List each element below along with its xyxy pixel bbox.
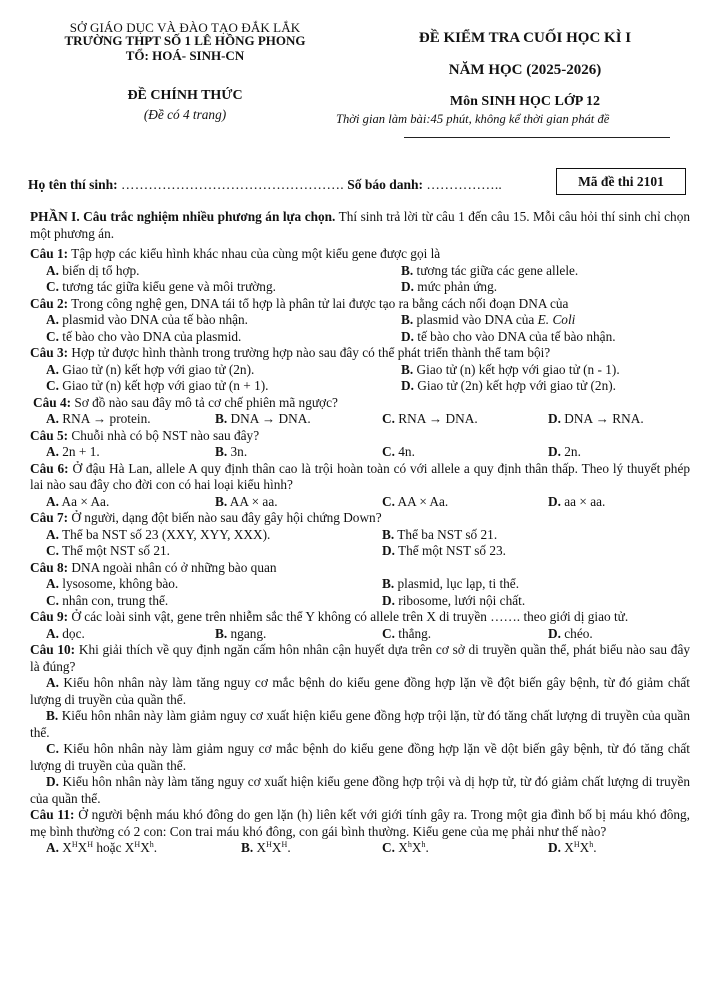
exam-header <box>340 28 710 111</box>
option-d[interactable]: D. Kiểu hôn nhân này làm tăng nguy cơ xuất hiện kiểu gene đồng hợp trội và dị hợp tử, từ đó giảm chất lượng di truyền của quần thể. <box>30 774 691 806</box>
header-divider <box>404 137 670 138</box>
option-a[interactable]: A. 2n + 1. <box>46 444 100 459</box>
option-b[interactable]: B. AA × aa. <box>215 493 278 509</box>
question-number: Câu 6: <box>30 460 69 476</box>
option-c[interactable]: C. nhân con, trung thể. <box>46 592 169 608</box>
option-b[interactable]: B. Kiểu hôn nhân này làm giảm nguy cơ xuất hiện kiểu gene đồng hợp trội lặn, từ đó tăng chất lượng di truyền của quần thể. <box>30 708 690 740</box>
question-number: Câu 7: <box>30 510 69 525</box>
option-b[interactable]: B. plasmid, lục lạp, ti thể. <box>382 576 520 591</box>
student-info-line <box>28 177 502 194</box>
option-c[interactable]: C. Giao tử (n) kết hợp với giao tử (n + 1). <box>46 378 269 393</box>
option-c[interactable]: C. RNA → DNA. <box>382 411 478 426</box>
option-a[interactable]: A. Aa × Aa. <box>46 493 110 509</box>
id-field[interactable]: …………….. <box>426 177 503 192</box>
question-text: Trong công nghệ gen, DNA tái tổ hợp là phân tử lai được tạo ra bằng cách nối đoạn DNA của <box>68 295 569 311</box>
option-c[interactable]: C. thẳng. <box>382 625 432 641</box>
question-11 <box>30 807 690 857</box>
question-text: Hợp tử được hình thành trong trường hợp nào sau đây có thể phát triển thành thể tam bội? <box>68 345 551 360</box>
question-4 <box>30 395 690 428</box>
official-label: ĐỀ CHÍNH THỨC <box>127 88 243 103</box>
subject-name: Môn SINH HỌC LỚP 12 <box>449 94 601 109</box>
school-name: TRƯỜNG THPT SỐ 1 LÊ HỒNG PHONG <box>64 33 306 48</box>
question-7 <box>30 510 690 560</box>
option-c[interactable]: C. 4n. <box>382 444 415 459</box>
option-a[interactable]: A. dọc. <box>46 625 85 641</box>
option-d[interactable]: D. Thể một NST số 23. <box>382 543 507 558</box>
option-c[interactable]: C. tương tác giữa kiểu gene và môi trường. <box>46 279 276 294</box>
option-c[interactable]: C. tế bào cho vào DNA của plasmid. <box>46 328 242 344</box>
option-b[interactable]: B. Thể ba NST số 21. <box>382 526 498 542</box>
department-name: SỞ GIÁO DỤC VÀ ĐÀO TẠO ĐẮK LẮK <box>69 20 301 35</box>
question-number: Câu 3: <box>30 345 69 360</box>
option-a[interactable]: A. Giao tử (n) kết hợp với giao tử (2n). <box>46 361 255 377</box>
option-c[interactable]: C. AA × Aa. <box>382 493 449 509</box>
question-number: Câu 8: <box>30 559 69 575</box>
option-c[interactable]: C. $X^hX^h$. <box>382 840 429 855</box>
option-a[interactable]: A. lysosome, không bào. <box>46 576 179 591</box>
question-text: Tập hợp các kiểu hình khác nhau của cùng một kiểu gene được gọi là <box>68 246 441 261</box>
question-text: DNA ngoài nhân có ở những bào quan <box>68 559 277 575</box>
option-c[interactable]: C. Kiểu hôn nhân này làm giảm nguy cơ mắc bệnh do kiểu gene đồng hợp lặn về dột biến gây bệnh, từ đó tăng chất lượng di truyền của quần thể. <box>30 741 690 773</box>
question-10 <box>30 642 690 807</box>
option-b[interactable]: B. plasmid vào DNA của E. Coli <box>401 312 576 327</box>
exam-code-box: Mã đề thi 2101 <box>556 168 686 195</box>
question-text: Ở các loài sinh vật, gene trên nhiễm sắc thể Y không có allele trên X di truyền ……. theo giới dị giao tử. <box>68 609 629 624</box>
question-1 <box>30 246 690 296</box>
school-year: NĂM HỌC (2025-2026) <box>448 62 602 78</box>
question-number: Câu 2: <box>30 295 69 311</box>
option-a[interactable]: A. $X^HX^H$ hoặc $X^HX^h$. <box>46 840 158 855</box>
question-9 <box>30 609 690 642</box>
part-one-intro <box>30 209 690 242</box>
question-number: Câu 5: <box>30 427 69 443</box>
option-a[interactable]: A. Kiểu hôn nhân này làm tăng nguy cơ mắc bệnh do kiểu gene đồng hợp lặn về đột biến gây bệnh, từ đó giảm chất lượng di truyền của quần thể. <box>30 675 690 707</box>
option-b[interactable]: B. ngang. <box>215 625 267 641</box>
question-number: Câu 1: <box>30 246 69 261</box>
question-text: Ở người bệnh máu khó đông do gen lặn (h) liên kết với giới tính gây ra. Trong một gia đình bố bị máu khó đông, mẹ bình thường có 2 con: Con trai máu khó đông, con gái bình thường. Kiểu gene của mẹ phải như thế nào? <box>30 807 690 839</box>
exam-title: ĐỀ KIỂM TRA CUỐI HỌC KÌ I <box>418 30 632 46</box>
question-text: Khi giải thích về quy định ngăn cấm hôn nhân cận huyết dựa trên cơ sở di truyền quần thể, phát biểu nào sau đây là đúng? <box>30 642 690 674</box>
option-d[interactable]: D. tế bào cho vào DNA của tế bào nhận. <box>401 328 616 344</box>
question-number: Câu 10: <box>30 642 76 657</box>
option-d[interactable]: D. $X^HX^h$. <box>548 840 597 855</box>
question-text: Ở người, dạng đột biến nào sau đây gây hội chứng Down? <box>68 510 382 525</box>
part-one-instruction: Thí sinh trả lời từ câu 1 đến câu 15. Mỗi câu hỏi thí sinh chỉ chọn một phương án. <box>30 209 690 241</box>
question-text: Chuỗi nhà có bộ NST nào sau đây? <box>68 427 260 443</box>
question-text: Sơ đồ nào sau đây mô tả cơ chế phiên mã ngược? <box>71 394 338 410</box>
name-field[interactable]: …………………………………………. <box>121 177 344 192</box>
question-text: Ở đậu Hà Lan, allele A quy định thân cao là trội hoàn toàn có với allele a quy định thân thấp. Theo lý thuyết phép lai nào sau đây cho đời con có hai loại kiểu hình? <box>30 460 690 492</box>
option-a[interactable]: A. RNA → protein. <box>46 411 151 426</box>
question-number: Câu 11: <box>30 807 75 822</box>
option-a[interactable]: A. plasmid vào DNA của tế bào nhận. <box>46 312 249 327</box>
option-b[interactable]: B. 3n. <box>215 444 248 459</box>
question-5 <box>30 428 690 461</box>
option-d[interactable]: D. Giao tử (2n) kết hợp với giao tử (2n). <box>401 378 616 393</box>
time-limit: Thời gian làm bài:45 phút, không kể thời gian phát đề <box>336 112 610 126</box>
option-d[interactable]: D. chéo. <box>548 625 593 641</box>
question-number: Câu 4: <box>33 394 72 410</box>
name-label: Họ tên thí sinh: <box>28 177 118 192</box>
option-b[interactable]: B. tương tác giữa các gene allele. <box>401 262 579 278</box>
option-d[interactable]: D. DNA → RNA. <box>548 411 644 426</box>
id-label: Số báo danh: <box>347 177 423 192</box>
option-a[interactable]: A. Thể ba NST số 23 (XXY, XYY, XXX). <box>46 526 271 542</box>
option-b[interactable]: B. DNA → DNA. <box>215 411 311 426</box>
option-c[interactable]: C. Thể một NST số 21. <box>46 543 171 558</box>
option-a[interactable]: A. biến dị tổ hợp. <box>46 262 140 278</box>
group-name: TỔ: HOÁ- SINH-CN <box>125 48 245 63</box>
question-2 <box>30 296 690 346</box>
question-8 <box>30 560 690 610</box>
part-one-title: PHẦN I. Câu trắc nghiệm nhiều phương án lựa chọn. <box>30 209 336 224</box>
page-count: (Đề có 4 trang) <box>143 107 227 122</box>
option-d[interactable]: D. aa × aa. <box>548 493 606 509</box>
option-b[interactable]: B. Giao tử (n) kết hợp với giao tử (n - 1). <box>401 361 620 377</box>
question-3 <box>30 345 690 395</box>
question-6 <box>30 461 690 511</box>
option-d[interactable]: D. mức phản ứng. <box>401 279 498 294</box>
exam-content <box>30 209 690 857</box>
option-d[interactable]: D. ribosome, lưới nội chất. <box>382 592 526 608</box>
option-b[interactable]: B. $X^HX^H$. <box>241 840 291 855</box>
school-header <box>20 22 350 64</box>
option-d[interactable]: D. 2n. <box>548 444 581 459</box>
question-number: Câu 9: <box>30 609 69 624</box>
